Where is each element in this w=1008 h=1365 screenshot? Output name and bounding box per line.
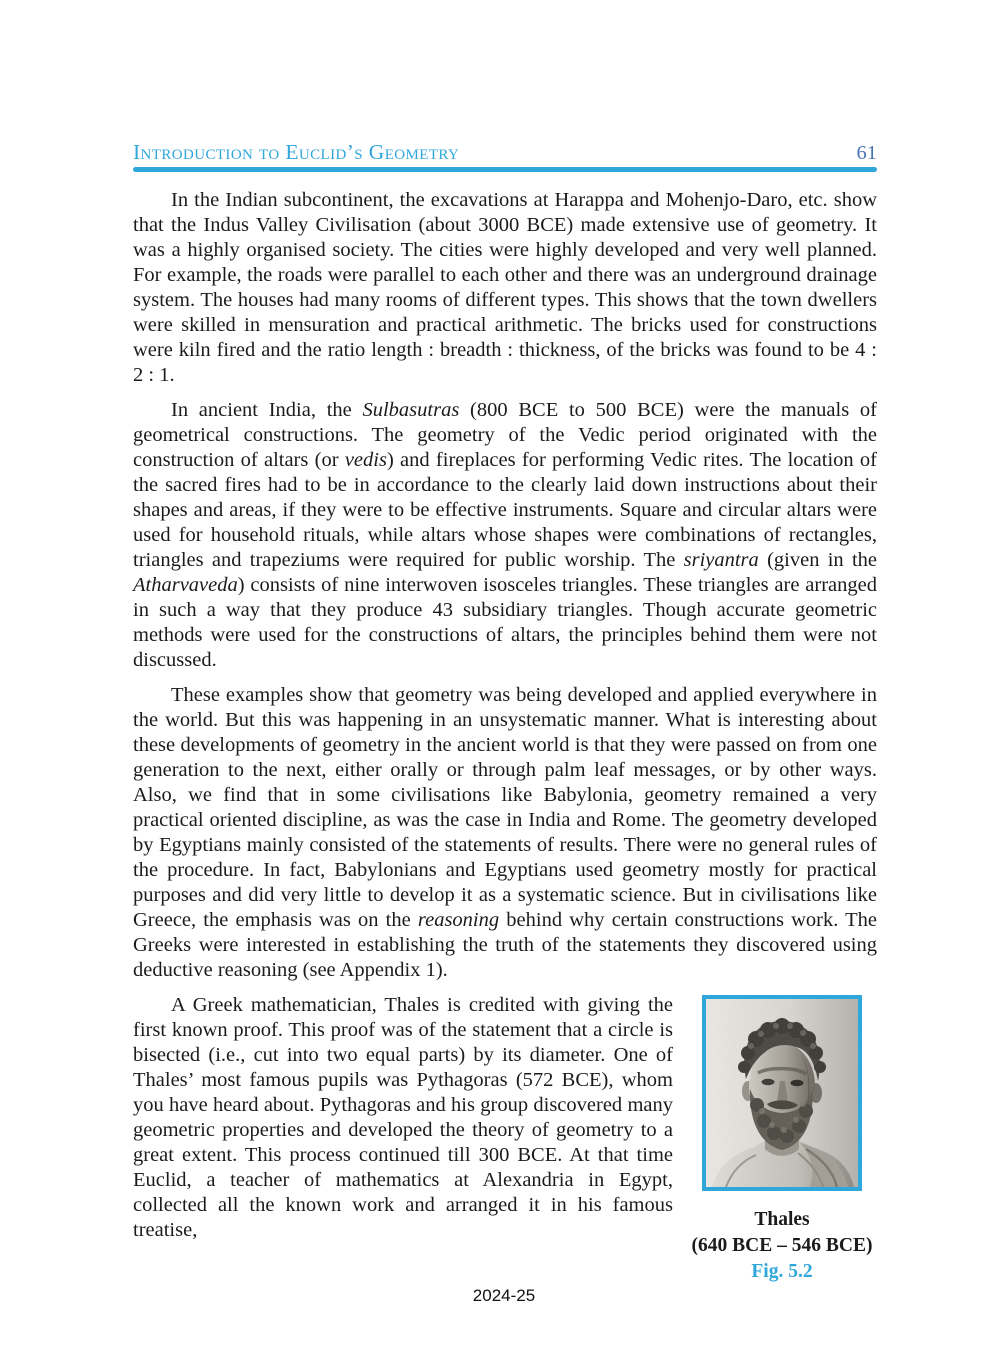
paragraph-geometry-development — [133, 683, 877, 983]
textbook-page-content — [133, 140, 877, 1287]
figure-caption-label: Fig. 5.2 — [751, 1261, 813, 1282]
text-run: ) consists of nine interwoven isosceles triangles. These triangles are arranged in such a way that they produce 43 subsidiary triangles. Though accurate geometric methods were used for the constructions of altars, the principles behind them were not discussed. — [133, 574, 877, 671]
thales-bust-image — [706, 999, 858, 1187]
text-run: behind why certain constructions work. The Greeks were interested in establishing the truth of the statements they discovered using deductive reasoning (see Appendix 1). — [133, 909, 878, 981]
running-header — [133, 140, 877, 165]
text-run: (800 BCE to 500 BCE) were the manuals of geometrical constructions. The geometry of the Vedic period originated with the construction of altars (or — [133, 399, 877, 471]
text-run: These examples show that geometry was being developed and applied everywhere in the world. But this was happening in an unsystematic manner. What is interesting about these developments of geometry in the ancient world is that they were passed on from one generation to the next, either orally or through palm leaf messages, or by other ways. Also, we find that in some civilisations like Babylonia, geometry remained a very practical oriented discipline, as was the case in India and Rome. The geometry developed by Egyptians mainly consisted of the statements of results. There were no general rules of the procedure. In fact, Babylonians and Egyptians used geometry mostly for practical purposes and did very little to develop it as a systematic science. But in civilisations like Greece, the emphasis was on the — [133, 684, 877, 931]
text-run: ) and fireplaces for performing Vedic rites. The location of the sacred fires had to be in accordance to the clearly laid down instructions about their shapes and areas, if they were to be effective instruments. Square and circular altars were used for household rituals, while altars whose shapes were combinations of rectangles, triangles and trapeziums were required for public worship. The — [133, 449, 877, 571]
text-run: reasoning — [417, 909, 500, 931]
text-run: (given in the — [758, 549, 877, 571]
figure-caption-name: Thales — [754, 1209, 810, 1230]
page-number: 61 — [856, 142, 877, 164]
figure-image-frame — [702, 995, 862, 1191]
text-run: In ancient India, the — [171, 399, 363, 421]
figure-caption-dates: (640 BCE – 546 BCE) — [691, 1235, 873, 1256]
text-run: vedis — [344, 449, 387, 471]
text-run: sriyantra — [683, 549, 759, 571]
paragraph-thales-text — [133, 994, 673, 1241]
paragraph-indus-valley — [133, 188, 877, 388]
chapter-running-title: Introduction to Euclid’s Geometry — [133, 140, 460, 164]
paragraph-sulbasutras — [133, 398, 877, 673]
text-run: In the Indian subcontinent, the excavations at Harappa and Mohenjo-Daro, etc. show that the Indus Valley Civilisation (about 3000 BCE) made extensive use of geometry. It was a highly organised society. The cities were highly developed and very well planned. For example, the roads were parallel to each other and there was an underground drainage system. The houses had many rooms of different types. This shows that the town dwellers were skilled in mensuration and practical arithmetic. The bricks used for constructions were kiln fired and the ratio length : breadth : thickness, of the bricks was found to be 4 : 2 : 1. — [133, 189, 877, 386]
text-run: A Greek mathematician, Thales is credited with giving the first known proof. This proof was of the statement that a circle is bisected (i.e., cut into two equal parts) by its diameter. One of Thales’ most famous pupils was Pythagoras (572 BCE), whom you have heard about. Pythagoras and his group discovered many geometric properties and developed the theory of geometry to a great extent. This process continued till 300 BCE. At that time Euclid, a teacher of mathematics at Alexandria in Egypt, collected all the known work and arranged it in his famous treatise, — [133, 994, 673, 1241]
footer-year: 2024-25 — [472, 1286, 536, 1305]
header-rule-divider — [133, 167, 877, 172]
text-run: Atharvaveda — [133, 574, 238, 596]
body-text — [133, 188, 878, 1282]
text-run: Sulbasutras — [362, 399, 460, 421]
figure-thales — [687, 995, 877, 1285]
paragraph-thales — [133, 993, 877, 1282]
